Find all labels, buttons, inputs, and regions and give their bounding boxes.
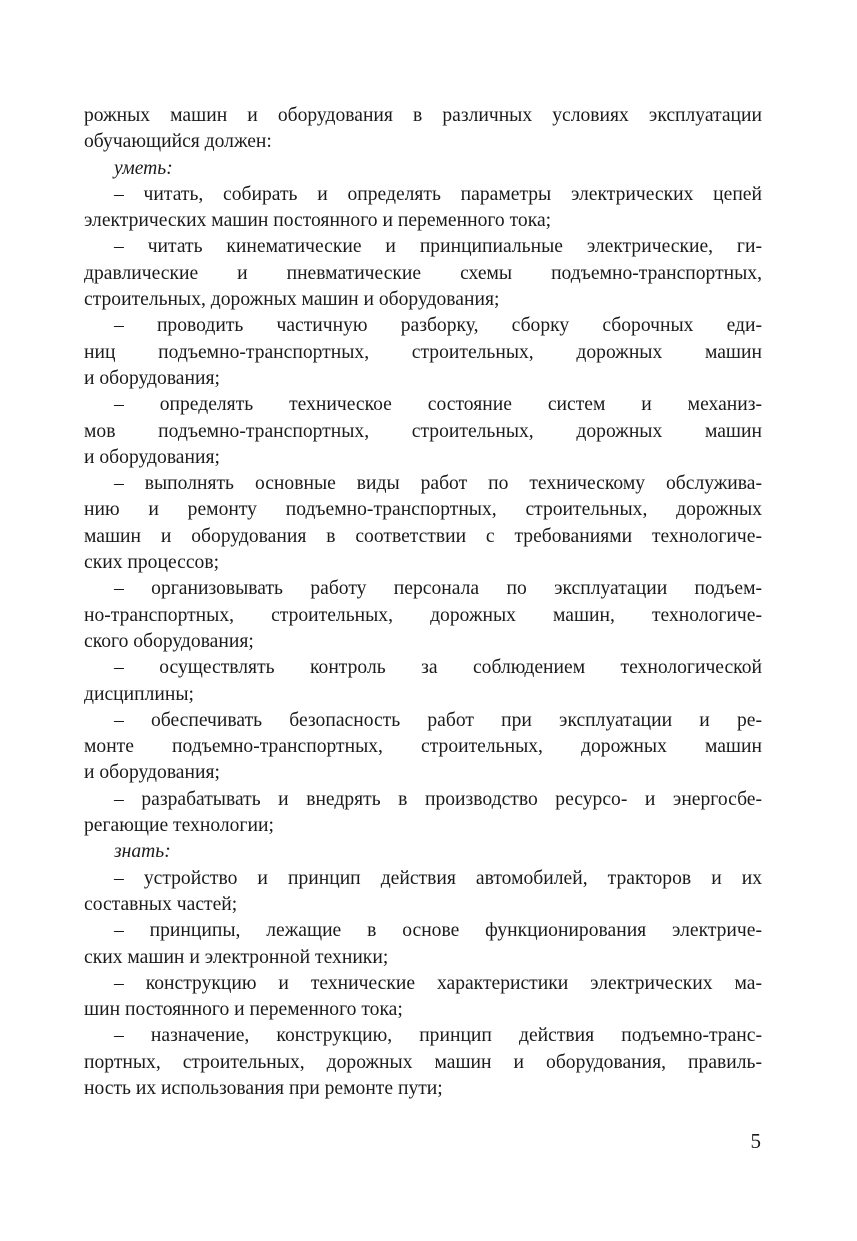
text-line: мов подъемно-транспортных, строительных, дорожных машин — [84, 420, 762, 442]
text-line: и оборудования; — [84, 367, 220, 389]
text-line: дисциплины; — [84, 683, 194, 705]
text-line: рожных машин и оборудования в различных условиях эксплуатации — [84, 105, 762, 126]
text-line: – читать кинематические и принципиальные электрические, ги- — [114, 236, 762, 258]
section-heading: знать: — [114, 841, 171, 863]
section-heading: уметь: — [114, 157, 173, 179]
text-line: нию и ремонту подъемно-транспортных, строительных, дорожных — [84, 499, 762, 521]
text-line: – принципы, лежащие в основе функционирования электриче- — [114, 920, 762, 942]
text-line: ского оборудования; — [84, 630, 254, 652]
text-line: электрических машин постоянного и переменного тока; — [84, 210, 552, 232]
text-line: составных частей; — [84, 893, 238, 915]
text-line: шин постоянного и переменного тока; — [84, 999, 403, 1021]
text-line: ниц подъемно-транспортных, строительных, дорожных машин — [84, 341, 762, 363]
text-line: ских машин и электронной техники; — [84, 946, 389, 968]
text-line: ность их использования при ремонте пути; — [84, 1077, 443, 1099]
text-line: строительных, дорожных машин и оборудования; — [84, 289, 500, 311]
text-line: – разрабатывать и внедрять в производство ресурсо- и энергосбе- — [114, 788, 762, 810]
body-text — [84, 103, 762, 1102]
text-line: – устройство и принцип действия автомобилей, тракторов и их — [114, 867, 762, 889]
text-line: и оборудования; — [84, 762, 220, 784]
text-line: но-транспортных, строительных, дорожных машин, технологиче- — [84, 604, 762, 626]
text-line: – определять техническое состояние систем и механиз- — [114, 394, 762, 416]
text-line: – организовывать работу персонала по эксплуатации подъем- — [114, 578, 762, 600]
text-line: – читать, собирать и определять параметры электрических цепей — [114, 183, 762, 205]
text-line: и оборудования; — [84, 446, 220, 468]
text-line: портных, строительных, дорожных машин и оборудования, правиль- — [84, 1051, 762, 1073]
text-line: машин и оборудования в соответствии с требованиями технологиче- — [84, 525, 762, 547]
text-line: – проводить частичную разборку, сборку сборочных еди- — [114, 315, 762, 337]
text-line: ских процессов; — [84, 552, 220, 574]
text-line: регающие технологии; — [84, 815, 274, 837]
page-number: 5 — [750, 1129, 761, 1153]
text-line: – назначение, конструкцию, принцип действия подъемно-транс- — [114, 1025, 762, 1047]
text-line: – обеспечивать безопасность работ при эксплуатации и ре- — [114, 709, 762, 731]
text-line: – конструкцию и технические характеристики электрических ма- — [114, 972, 762, 994]
text-line: дравлические и пневматические схемы подъемно-транспортных, — [84, 262, 762, 284]
text-line: – осуществлять контроль за соблюдением технологической — [114, 657, 762, 679]
text-line: монте подъемно-транспортных, строительных, дорожных машин — [84, 736, 762, 758]
text-line: обучающийся должен: — [84, 131, 272, 153]
text-line: – выполнять основные виды работ по техническому обслужива- — [114, 473, 762, 495]
